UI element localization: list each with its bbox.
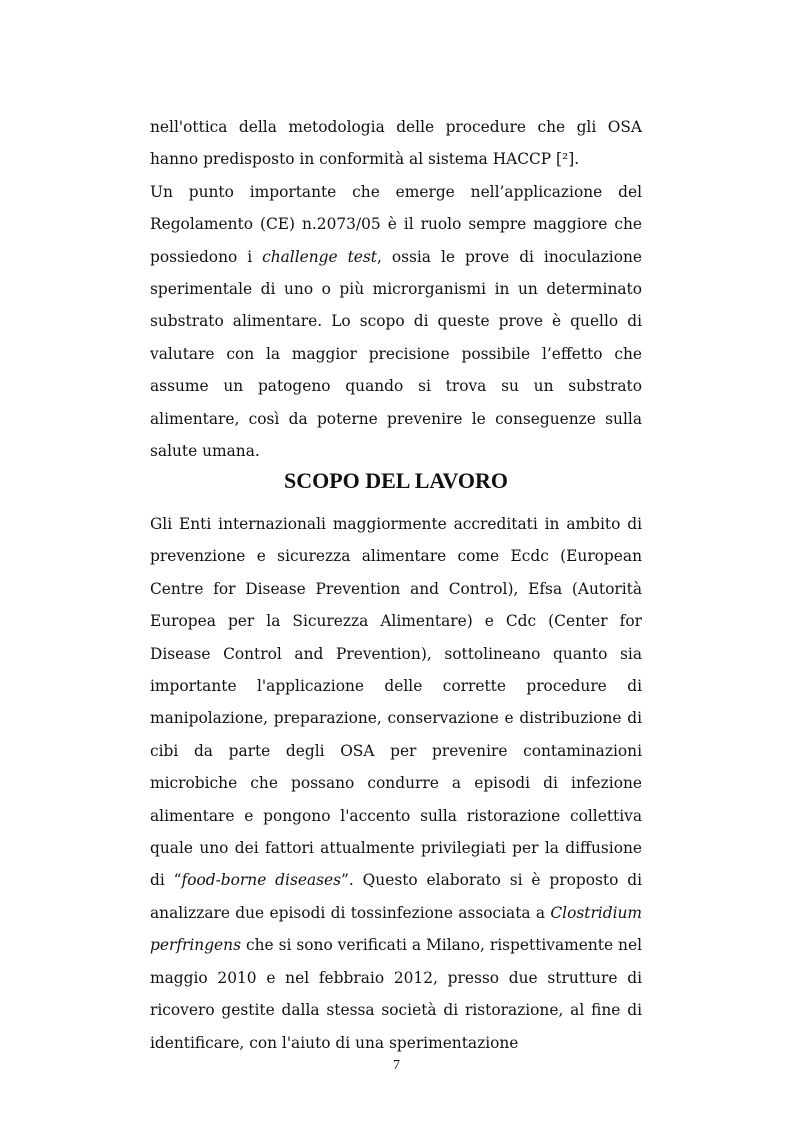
clostridium-term: Clostridium perfringens — [150, 903, 642, 955]
intro-paragraph-1: nell'ottica della metodologia delle procedure che gli OSA hanno predisposto in conformità al sistema HACCP [²]. — [150, 118, 642, 169]
section-heading: SCOPO DEL LAVORO — [283, 468, 509, 493]
intro-p2-text-cont: , ossia le prove di inoculazione sperimentale di uno o più microrganismi in un determinato substrato alimentare. Lo scopo di queste prove è quello di valutare con la maggior precisione possibile l’effetto che assume un patogeno quando si trova su un substrato alimentare, così da poterne prevenire le conseguenze sulla salute umana. — [150, 247, 642, 461]
intro-p2-text: Un punto importante che emerge nell’applicazione del Regolamento (CE) n.2073/05 è il ruolo sempre maggiore che possiedono i — [150, 182, 642, 266]
intro-paragraph-2 — [150, 176, 642, 468]
challenge-test-term: challenge test — [262, 247, 377, 266]
section-text-2: ”. Questo elaborato si è proposto di analizzare due episodi di tossinfezione associata a — [150, 871, 642, 922]
section-paragraph — [150, 508, 642, 1059]
page-number: 7 — [393, 1058, 400, 1073]
food-borne-diseases-term: food-borne diseases — [181, 871, 342, 890]
section-text-1: Gli Enti internazionali maggiormente accreditati in ambito di prevenzione e sicurezza alimentare come Ecdc (European Centre for Disease Prevention and Control), Efsa (Autorità Europea per la Sicurezza Alimentare) e Cdc (Center for Disease Control and Prevention), sottolineano quanto sia importante l'applicazione delle corrette procedure di manipolazione, preparazione, conservazione e distribuzione di cibi da parte degli OSA per prevenire contaminazioni microbiche che possano condurre a episodi di infezione alimentare e pongono l'accento sulla ristorazione collettiva quale uno dei fattori attualmente privilegiati per la diffusione di “ — [150, 515, 642, 890]
section-text-3: che si sono verificati a Milano, rispettivamente nel maggio 2010 e nel febbraio 2012, presso due strutture di ricovero gestite dalla stessa società di ristorazione, al fine di identificare, con l'aiuto di una sperimentazione — [150, 936, 642, 1052]
page-body — [150, 111, 642, 1052]
